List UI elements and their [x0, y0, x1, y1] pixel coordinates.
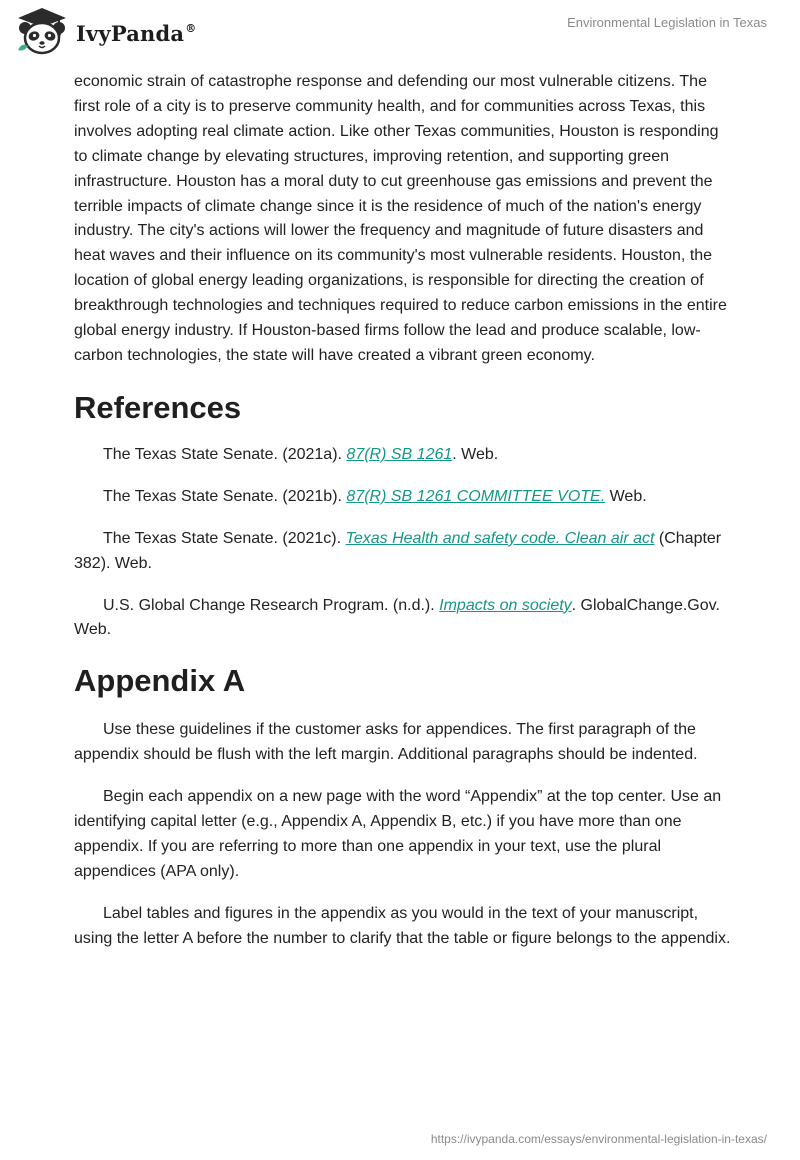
references-heading: References [74, 389, 242, 425]
panda-logo-icon [14, 6, 70, 56]
reference-link[interactable]: 87(R) SB 1261 COMMITTEE VOTE. [346, 487, 606, 505]
reference-item: The Texas State Senate. (2021c). Texas Health and safety code. Clean air act (Chapter 382). Web. [74, 529, 722, 572]
reference-link[interactable]: 87(R) SB 1261 [346, 445, 453, 463]
reference-item: The Texas State Senate. (2021b). 87(R) SB 1261 COMMITTEE VOTE. Web. [103, 487, 647, 505]
reference-item: The Texas State Senate. (2021a). 87(R) SB 1261. Web. [103, 445, 499, 463]
brand-name: IvyPanda® [76, 20, 197, 46]
appendix-heading: Appendix A [74, 663, 246, 699]
body-paragraph: economic strain of catastrophe response and defending our most vulnerable citizens. The first role of a city is to preserve community health, and for communities across Texas, this involves adopting real climate action. Like other Texas communities, Houston is responding to climate change by elevating structures, improving retention, and supporting green infrastructure. Houston has a moral duty to cut greenhouse gas emissions and prevent the terrible impacts of climate change since it is the residence of much of the nation's energy industry. The city's actions will lower the frequency and magnitude of future disasters and heat waves and their influence on its community's most vulnerable residents. Houston, the location of global energy leading organizations, is responsible for directing the creation of breakthrough technologies and techniques required to reduce carbon emissions in the entire global energy industry. If Houston-based firms follow the lead and produce scalable, low-carbon technologies, the state will have created a vibrant green economy. [74, 73, 727, 364]
appendix-paragraph: Label tables and figures in the appendix as you would in the text of your manuscript, using the letter A before the number to clarify that the table or figure belongs to the appendix. [74, 904, 731, 947]
reference-link[interactable]: Texas Health and safety code. Clean air act [345, 529, 655, 547]
appendix-paragraph: Begin each appendix on a new page with the word “Appendix” at the top center. Use an identifying capital letter (e.g., Appendix A, Appendix B, etc.) if you have more than one appendix. If you are referring to more than one appendix in your text, use the plural appendices (APA only). [74, 788, 722, 880]
registered-mark: ® [185, 21, 197, 35]
appendix-paragraph: Use these guidelines if the customer asks for appendices. The first paragraph of the appendix should be flush with the left margin. Additional paragraphs should be indented. [74, 721, 698, 764]
essay-content [74, 70, 734, 969]
reference-item: U.S. Global Change Research Program. (n.d.). Impacts on society. GlobalChange.Gov. Web. [74, 596, 720, 639]
page-header [0, 0, 800, 64]
footer-url[interactable]: https://ivypanda.com/essays/environmental-legislation-in-texas/ [430, 1132, 767, 1146]
ivypanda-logo[interactable] [14, 6, 196, 56]
reference-link[interactable]: Impacts on society [439, 596, 572, 614]
document-title: Environmental Legislation in Texas [567, 15, 767, 30]
